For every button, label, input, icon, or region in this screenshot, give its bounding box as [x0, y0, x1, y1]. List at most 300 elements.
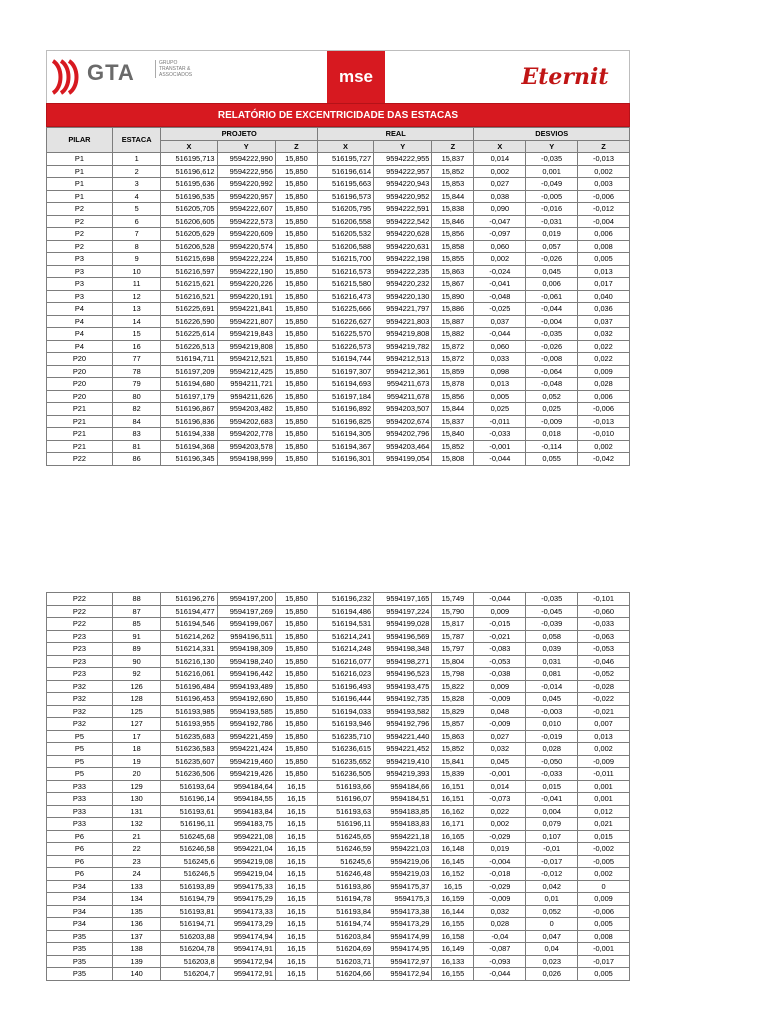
cell-projeto-x: 516216,130: [161, 655, 217, 668]
cell-projeto-x: 516194,680: [161, 378, 217, 391]
cell-desvio-y: 0,04: [526, 943, 578, 956]
cell-desvio-z: 0,006: [578, 390, 630, 403]
cell-desvio-z: 0,017: [578, 278, 630, 291]
cell-real-x: 516236,615: [317, 743, 373, 756]
cell-desvio-x: -0,041: [474, 278, 526, 291]
cell-real-z: 16,159: [432, 893, 474, 906]
cell-real-y: 9594219,410: [374, 755, 432, 768]
cell-desvio-x: -0,044: [474, 593, 526, 606]
cell-projeto-y: 9594174,91: [217, 943, 275, 956]
cell-projeto-z: 15,850: [275, 390, 317, 403]
cell-pilar: P35: [47, 968, 113, 981]
cell-projeto-x: 516226,590: [161, 315, 217, 328]
cell-desvio-x: 0,028: [474, 918, 526, 931]
cell-pilar: P21: [47, 440, 113, 453]
cell-real-x: 516194,693: [317, 378, 373, 391]
cell-projeto-y: 9594198,309: [217, 643, 275, 656]
cell-projeto-z: 16,15: [275, 830, 317, 843]
cell-projeto-x: 516197,179: [161, 390, 217, 403]
cell-estaca: 3: [112, 178, 161, 191]
table-row: [47, 593, 630, 606]
cell-desvio-x: -0,018: [474, 868, 526, 881]
header-real-x: X: [317, 140, 373, 153]
cell-projeto-y: 9594222,573: [217, 215, 275, 228]
cell-real-z: 15,882: [432, 328, 474, 341]
header-projeto: PROJETO: [161, 128, 318, 141]
table-row: [47, 668, 630, 681]
cell-pilar: P21: [47, 415, 113, 428]
cell-projeto-z: 15,850: [275, 278, 317, 291]
cell-real-z: 15,852: [432, 440, 474, 453]
cell-projeto-z: 15,850: [275, 705, 317, 718]
cell-desvio-y: 0,026: [526, 968, 578, 981]
cell-real-x: 516196,301: [317, 453, 373, 466]
cell-projeto-y: 9594211,721: [217, 378, 275, 391]
cell-real-z: 16,151: [432, 793, 474, 806]
table-row: [47, 943, 630, 956]
cell-pilar: P5: [47, 730, 113, 743]
cell-real-y: 9594220,130: [374, 290, 432, 303]
cell-projeto-y: 9594172,91: [217, 968, 275, 981]
cell-desvio-y: 0,028: [526, 743, 578, 756]
cell-desvio-x: -0,073: [474, 793, 526, 806]
cell-real-z: 16,15: [432, 880, 474, 893]
cell-projeto-y: 9594183,84: [217, 805, 275, 818]
cell-real-z: 15,867: [432, 278, 474, 291]
cell-real-x: 516193,86: [317, 880, 373, 893]
cell-real-x: 516225,666: [317, 303, 373, 316]
cell-projeto-x: 516216,521: [161, 290, 217, 303]
cell-real-y: 9594184,66: [374, 780, 432, 793]
cell-real-y: 9594174,95: [374, 943, 432, 956]
cell-desvio-y: 0,031: [526, 655, 578, 668]
cell-desvio-x: -0,053: [474, 655, 526, 668]
cell-projeto-y: 9594174,94: [217, 930, 275, 943]
cell-desvio-x: 0,009: [474, 605, 526, 618]
cell-real-x: 516195,727: [317, 153, 373, 166]
cell-desvio-y: 0,052: [526, 390, 578, 403]
logo-bar: [46, 50, 630, 103]
cell-projeto-x: 516194,546: [161, 618, 217, 631]
cell-projeto-z: 15,850: [275, 215, 317, 228]
table-row: [47, 240, 630, 253]
cell-real-y: 9594183,83: [374, 818, 432, 831]
cell-desvio-x: -0,097: [474, 228, 526, 241]
cell-projeto-x: 516196,836: [161, 415, 217, 428]
cell-desvio-x: 0,060: [474, 240, 526, 253]
cell-desvio-z: 0,022: [578, 340, 630, 353]
cell-real-z: 15,844: [432, 190, 474, 203]
cell-desvio-y: 0,01: [526, 893, 578, 906]
table-row: [47, 818, 630, 831]
cell-desvio-x: 0,002: [474, 253, 526, 266]
cell-projeto-y: 9594222,956: [217, 165, 275, 178]
cell-desvio-x: -0,083: [474, 643, 526, 656]
cell-projeto-y: 9594219,04: [217, 868, 275, 881]
cell-pilar: P6: [47, 843, 113, 856]
cell-desvio-y: -0,114: [526, 440, 578, 453]
cell-desvio-x: -0,029: [474, 830, 526, 843]
cell-desvio-x: 0,002: [474, 818, 526, 831]
cell-real-y: 9594222,955: [374, 153, 432, 166]
cell-estaca: 81: [112, 440, 161, 453]
table-row: [47, 453, 630, 466]
cell-projeto-z: 16,15: [275, 855, 317, 868]
cell-real-y: 9594219,03: [374, 868, 432, 881]
cell-projeto-z: 16,15: [275, 805, 317, 818]
cell-real-z: 16,165: [432, 830, 474, 843]
cell-real-y: 9594198,271: [374, 655, 432, 668]
cell-estaca: 140: [112, 968, 161, 981]
cell-projeto-y: 9594221,08: [217, 830, 275, 843]
cell-real-z: 15,855: [432, 253, 474, 266]
cell-desvio-y: -0,035: [526, 153, 578, 166]
cell-projeto-y: 9594196,511: [217, 630, 275, 643]
cell-desvio-x: 0,027: [474, 730, 526, 743]
cell-pilar: P23: [47, 655, 113, 668]
cell-estaca: 11: [112, 278, 161, 291]
table-1-body: [47, 153, 630, 466]
cell-projeto-z: 15,850: [275, 755, 317, 768]
cell-projeto-x: 516246,5: [161, 868, 217, 881]
cell-projeto-z: 15,850: [275, 630, 317, 643]
table-row: [47, 868, 630, 881]
table-row: [47, 153, 630, 166]
cell-projeto-y: 9594173,33: [217, 905, 275, 918]
cell-desvio-y: 0: [526, 918, 578, 931]
cell-projeto-x: 516215,621: [161, 278, 217, 291]
table-row: [47, 618, 630, 631]
cell-real-x: 516245,65: [317, 830, 373, 843]
cell-projeto-y: 9594219,843: [217, 328, 275, 341]
table-row: [47, 278, 630, 291]
cell-estaca: 135: [112, 905, 161, 918]
cell-desvio-y: -0,035: [526, 593, 578, 606]
cell-desvio-y: -0,048: [526, 378, 578, 391]
header-projeto-z: Z: [275, 140, 317, 153]
cell-projeto-x: 516204,78: [161, 943, 217, 956]
cell-desvio-z: 0,013: [578, 265, 630, 278]
cell-real-x: 516216,473: [317, 290, 373, 303]
table-row: [47, 630, 630, 643]
table-row: [47, 290, 630, 303]
table-row: [47, 768, 630, 781]
cell-projeto-z: 15,850: [275, 265, 317, 278]
cell-projeto-y: 9594221,04: [217, 843, 275, 856]
cell-desvio-z: 0,009: [578, 893, 630, 906]
table-row: [47, 780, 630, 793]
cell-real-x: 516246,48: [317, 868, 373, 881]
cell-desvio-y: 0,004: [526, 805, 578, 818]
cell-desvio-x: 0,014: [474, 153, 526, 166]
cell-desvio-y: -0,039: [526, 618, 578, 631]
cell-desvio-z: 0,036: [578, 303, 630, 316]
cell-pilar: P2: [47, 240, 113, 253]
cell-projeto-z: 15,850: [275, 718, 317, 731]
cell-desvio-x: 0,002: [474, 165, 526, 178]
report-title: RELATÓRIO DE EXCENTRICIDADE DAS ESTACAS: [46, 103, 630, 127]
cell-real-y: 9594202,796: [374, 428, 432, 441]
cell-projeto-x: 516226,513: [161, 340, 217, 353]
cell-desvio-x: -0,033: [474, 428, 526, 441]
gta-swoosh-icon: [47, 57, 87, 97]
cell-real-z: 15,846: [432, 215, 474, 228]
cell-desvio-z: 0,002: [578, 165, 630, 178]
cell-projeto-z: 16,15: [275, 868, 317, 881]
cell-pilar: P6: [47, 855, 113, 868]
table-row: [47, 203, 630, 216]
cell-estaca: 23: [112, 855, 161, 868]
cell-estaca: 138: [112, 943, 161, 956]
cell-real-y: 9594222,198: [374, 253, 432, 266]
header-desvios-y: Y: [526, 140, 578, 153]
cell-projeto-z: 15,850: [275, 453, 317, 466]
cell-desvio-z: -0,006: [578, 905, 630, 918]
cell-real-y: 9594192,796: [374, 718, 432, 731]
cell-real-y: 9594184,51: [374, 793, 432, 806]
cell-projeto-y: 9594173,29: [217, 918, 275, 931]
cell-projeto-z: 16,15: [275, 880, 317, 893]
cell-desvio-z: -0,013: [578, 153, 630, 166]
cell-desvio-y: -0,012: [526, 868, 578, 881]
cell-desvio-y: 0,045: [526, 265, 578, 278]
cell-desvio-x: 0,090: [474, 203, 526, 216]
cell-estaca: 83: [112, 428, 161, 441]
cell-estaca: 2: [112, 165, 161, 178]
cell-projeto-x: 516193,955: [161, 718, 217, 731]
cell-real-y: 9594173,29: [374, 918, 432, 931]
cell-estaca: 14: [112, 315, 161, 328]
cell-projeto-y: 9594220,609: [217, 228, 275, 241]
cell-real-x: 516216,077: [317, 655, 373, 668]
cell-desvio-z: -0,013: [578, 415, 630, 428]
cell-estaca: 6: [112, 215, 161, 228]
cell-projeto-x: 516194,338: [161, 428, 217, 441]
cell-desvio-z: -0,028: [578, 680, 630, 693]
cell-real-z: 15,863: [432, 730, 474, 743]
cell-estaca: 79: [112, 378, 161, 391]
cell-desvio-z: 0,001: [578, 793, 630, 806]
cell-real-x: 516236,505: [317, 768, 373, 781]
table-row: [47, 390, 630, 403]
cell-projeto-z: 15,850: [275, 655, 317, 668]
cell-projeto-z: 15,850: [275, 618, 317, 631]
table-row: [47, 253, 630, 266]
cell-desvio-z: -0,004: [578, 215, 630, 228]
cell-projeto-z: 16,15: [275, 893, 317, 906]
cell-real-y: 9594172,94: [374, 968, 432, 981]
cell-pilar: P2: [47, 215, 113, 228]
table-2-body: [47, 593, 630, 981]
cell-estaca: 89: [112, 643, 161, 656]
cell-desvio-z: 0,005: [578, 918, 630, 931]
report-sheet-top: [46, 50, 630, 466]
cell-desvio-x: 0,009: [474, 680, 526, 693]
cell-projeto-x: 516214,262: [161, 630, 217, 643]
cell-estaca: 10: [112, 265, 161, 278]
cell-pilar: P32: [47, 718, 113, 731]
cell-real-y: 9594221,18: [374, 830, 432, 843]
cell-projeto-x: 516214,331: [161, 643, 217, 656]
cell-real-x: 516215,700: [317, 253, 373, 266]
cell-real-x: 516226,573: [317, 340, 373, 353]
cell-pilar: P34: [47, 918, 113, 931]
cell-desvio-x: -0,001: [474, 768, 526, 781]
cell-desvio-z: -0,053: [578, 643, 630, 656]
cell-projeto-z: 16,15: [275, 968, 317, 981]
cell-projeto-y: 9594202,683: [217, 415, 275, 428]
cell-real-y: 9594175,3: [374, 893, 432, 906]
cell-real-z: 15,804: [432, 655, 474, 668]
cell-desvio-y: 0,006: [526, 278, 578, 291]
cell-real-x: 516204,66: [317, 968, 373, 981]
cell-real-z: 15,838: [432, 203, 474, 216]
cell-desvio-z: 0,005: [578, 968, 630, 981]
cell-real-z: 16,148: [432, 843, 474, 856]
cell-real-x: 516205,795: [317, 203, 373, 216]
cell-real-x: 516193,84: [317, 905, 373, 918]
cell-real-y: 9594197,224: [374, 605, 432, 618]
cell-estaca: 13: [112, 303, 161, 316]
cell-projeto-x: 516203,8: [161, 955, 217, 968]
cell-pilar: P33: [47, 818, 113, 831]
cell-desvio-z: -0,002: [578, 843, 630, 856]
cell-estaca: 132: [112, 818, 161, 831]
cell-estaca: 85: [112, 618, 161, 631]
cell-desvio-z: 0: [578, 880, 630, 893]
table-row: [47, 843, 630, 856]
cell-projeto-x: 516193,985: [161, 705, 217, 718]
cell-projeto-z: 15,850: [275, 668, 317, 681]
table-row: [47, 743, 630, 756]
cell-real-y: 9594222,957: [374, 165, 432, 178]
cell-real-x: 516196,444: [317, 693, 373, 706]
cell-projeto-y: 9594221,424: [217, 743, 275, 756]
cell-projeto-y: 9594221,459: [217, 730, 275, 743]
cell-estaca: 91: [112, 630, 161, 643]
cell-projeto-y: 9594172,94: [217, 955, 275, 968]
header-projeto-x: X: [161, 140, 217, 153]
cell-projeto-y: 9594220,992: [217, 178, 275, 191]
cell-real-z: 15,841: [432, 755, 474, 768]
cell-desvio-x: 0,038: [474, 190, 526, 203]
cell-desvio-z: 0,002: [578, 868, 630, 881]
cell-pilar: P20: [47, 390, 113, 403]
cell-real-z: 16,171: [432, 818, 474, 831]
header-desvios-x: X: [474, 140, 526, 153]
cell-real-x: 516206,588: [317, 240, 373, 253]
cell-desvio-z: -0,022: [578, 693, 630, 706]
cell-real-x: 516196,493: [317, 680, 373, 693]
cell-real-z: 15,840: [432, 428, 474, 441]
cell-projeto-y: 9594220,957: [217, 190, 275, 203]
table-row: [47, 855, 630, 868]
cell-real-z: 15,828: [432, 693, 474, 706]
cell-real-y: 9594221,803: [374, 315, 432, 328]
cell-desvio-y: -0,026: [526, 340, 578, 353]
cell-pilar: P5: [47, 755, 113, 768]
cell-real-y: 9594196,569: [374, 630, 432, 643]
cell-projeto-x: 516236,506: [161, 768, 217, 781]
cell-desvio-y: 0,058: [526, 630, 578, 643]
cell-real-z: 15,797: [432, 643, 474, 656]
cell-desvio-z: -0,101: [578, 593, 630, 606]
cell-desvio-x: 0,022: [474, 805, 526, 818]
cell-estaca: 90: [112, 655, 161, 668]
cell-desvio-y: -0,044: [526, 303, 578, 316]
cell-projeto-x: 516203,88: [161, 930, 217, 943]
cell-estaca: 15: [112, 328, 161, 341]
cell-projeto-y: 9594193,489: [217, 680, 275, 693]
cell-desvio-z: 0,032: [578, 328, 630, 341]
cell-estaca: 125: [112, 705, 161, 718]
cell-desvio-y: 0,079: [526, 818, 578, 831]
gta-logo: [47, 57, 197, 97]
cell-desvio-y: 0,019: [526, 228, 578, 241]
cell-real-z: 15,856: [432, 390, 474, 403]
cell-projeto-y: 9594212,425: [217, 365, 275, 378]
gta-logo-subtext: GRUPO TRANSTAR & ASSOCIADOS: [155, 60, 205, 78]
cell-real-y: 9594183,85: [374, 805, 432, 818]
cell-real-y: 9594219,06: [374, 855, 432, 868]
cell-real-x: 516206,558: [317, 215, 373, 228]
cell-real-x: 516246,59: [317, 843, 373, 856]
cell-desvio-y: 0,047: [526, 930, 578, 943]
table-row: [47, 905, 630, 918]
cell-real-x: 516194,486: [317, 605, 373, 618]
cell-projeto-y: 9594212,521: [217, 353, 275, 366]
cell-projeto-z: 15,850: [275, 428, 317, 441]
cell-projeto-z: 16,15: [275, 793, 317, 806]
cell-projeto-y: 9594211,626: [217, 390, 275, 403]
cell-projeto-x: 516195,636: [161, 178, 217, 191]
cell-real-x: 516194,367: [317, 440, 373, 453]
cell-estaca: 86: [112, 453, 161, 466]
cell-pilar: P20: [47, 353, 113, 366]
cell-projeto-z: 15,850: [275, 303, 317, 316]
cell-desvio-x: -0,048: [474, 290, 526, 303]
cell-projeto-z: 16,15: [275, 943, 317, 956]
cell-desvio-y: -0,005: [526, 190, 578, 203]
cell-pilar: P32: [47, 680, 113, 693]
cell-projeto-z: 15,850: [275, 240, 317, 253]
table-row: [47, 315, 630, 328]
table-row: [47, 403, 630, 416]
cell-projeto-y: 9594220,574: [217, 240, 275, 253]
cell-pilar: P2: [47, 203, 113, 216]
cell-real-x: 516197,307: [317, 365, 373, 378]
cell-estaca: 131: [112, 805, 161, 818]
cell-desvio-z: 0,008: [578, 240, 630, 253]
cell-estaca: 18: [112, 743, 161, 756]
cell-desvio-y: 0,057: [526, 240, 578, 253]
cell-real-z: 15,887: [432, 315, 474, 328]
table-row: [47, 440, 630, 453]
table-row: [47, 215, 630, 228]
table-row: [47, 428, 630, 441]
cell-estaca: 136: [112, 918, 161, 931]
table-row: [47, 228, 630, 241]
table-row: [47, 880, 630, 893]
cell-desvio-z: -0,011: [578, 768, 630, 781]
cell-real-z: 16,152: [432, 868, 474, 881]
cell-pilar: P3: [47, 278, 113, 291]
cell-pilar: P33: [47, 805, 113, 818]
cell-real-y: 9594219,808: [374, 328, 432, 341]
cell-projeto-z: 16,15: [275, 905, 317, 918]
cell-pilar: P35: [47, 955, 113, 968]
cell-real-x: 516225,570: [317, 328, 373, 341]
